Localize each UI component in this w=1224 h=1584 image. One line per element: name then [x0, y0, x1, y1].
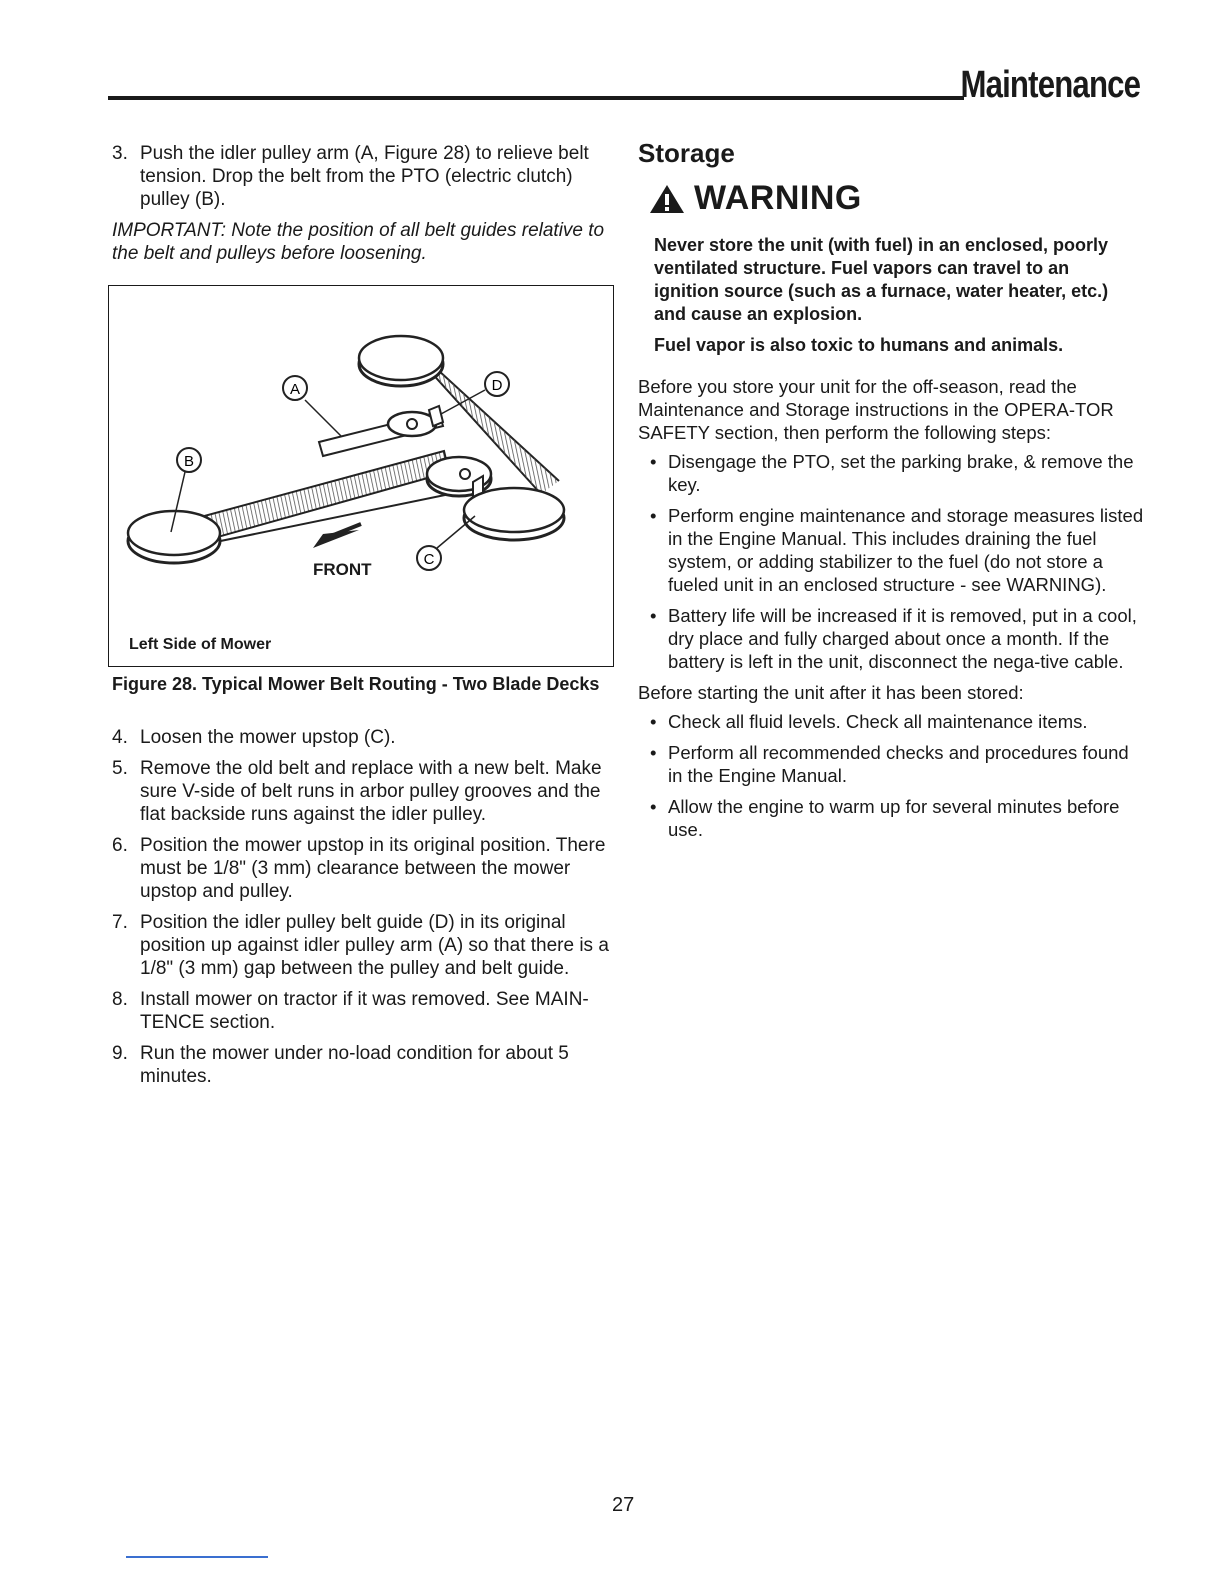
step-number: 7. [112, 912, 128, 933]
step-text: Run the mower under no-load condition for about 5 minutes. [140, 1043, 569, 1087]
left-column [112, 142, 612, 1096]
step-number: 4. [112, 727, 128, 748]
list-item: • Battery life will be increased if it is removed, put in a cool, dry place and fully charged about once a month. If the battery is left in the unit, disconnect the nega-tive cable. [650, 605, 1137, 672]
step-7 [112, 911, 612, 980]
header-rule [108, 96, 964, 100]
warning-label: WARNING [694, 179, 862, 217]
callout-c-label: C [423, 551, 435, 568]
step-3 [112, 142, 612, 211]
step-number: 5. [112, 758, 128, 779]
list-item: • Allow the engine to warm up for several minutes before use. [650, 796, 1120, 840]
list-item: • Check all fluid levels. Check all maintenance items. [650, 711, 1088, 732]
list-item: • Perform engine maintenance and storage measures listed in the Engine Manual. This includes draining the fuel system, or adding stabilizer to the fuel (do not store a fueled unit in an enclosed structure - see WARNING). [650, 505, 1144, 595]
step-text: Position the idler pulley belt guide (D) in its original position up against idler pulley arm (A) so that there is a 1/8" (3 mm) gap between the pulley and belt guide. [140, 912, 609, 979]
callout-b-label: B [183, 453, 195, 470]
step-text: Remove the old belt and replace with a new belt. Make sure V-side of belt runs in arbor pulley grooves and the flat backside runs against the idler pulley. [140, 758, 602, 825]
step-number: 9. [112, 1043, 128, 1064]
footer-rule [126, 1556, 268, 1558]
storage-heading: Storage [638, 138, 735, 168]
step-6 [112, 834, 612, 903]
step-4 [112, 726, 612, 749]
step-5 [112, 757, 612, 826]
figure-28 [108, 285, 614, 667]
right-column [638, 138, 1148, 849]
callout-a-label: A [289, 381, 301, 398]
step-9 [112, 1042, 612, 1088]
front-label: FRONT [313, 560, 372, 579]
storage-intro: Before you store your unit for the off-season, read the Maintenance and Storage instructions in the OPERA-TOR SAFETY section, then perform the following steps: [638, 376, 1114, 443]
step-8 [112, 988, 612, 1034]
page-number: 27 [612, 1494, 635, 1516]
step-number: 3. [112, 143, 128, 164]
list-item: • Perform all recommended checks and procedures found in the Engine Manual. [650, 742, 1129, 786]
step-text: Push the idler pulley arm (A, Figure 28) to relieve belt tension. Drop the belt from the PTO (electric clutch) pulley (B). [140, 143, 589, 210]
important-note: IMPORTANT: Note the position of all belt guides relative to the belt and pulleys before loosening. [112, 220, 605, 264]
warning-header [648, 179, 1148, 218]
step-text: Position the mower upstop in its original position. There must be 1/8" (3 mm) clearance between the mower upstop and pulley. [140, 835, 606, 902]
belt-routing-diagram [109, 286, 613, 666]
step-number: 6. [112, 835, 128, 856]
before-start-text: Before starting the unit after it has been stored: [638, 682, 1024, 703]
warning-triangle-icon [648, 183, 686, 215]
figure-side-label: Left Side of Mower [129, 636, 272, 653]
step-number: 8. [112, 989, 128, 1010]
callout-d-label: D [491, 377, 503, 394]
warning-toxic-text: Fuel vapor is also toxic to humans and animals. [654, 335, 1064, 355]
step-text: Loosen the mower upstop (C). [140, 727, 396, 748]
step-text: Install mower on tractor if it was removed. See MAIN-TENCE section. [140, 989, 589, 1033]
section-title: Maintenance [960, 64, 1140, 106]
list-item: • Disengage the PTO, set the parking brake, & remove the key. [650, 451, 1134, 495]
figure-caption: Figure 28. Typical Mower Belt Routing - Two Blade Decks [112, 674, 600, 694]
warning-text: Never store the unit (with fuel) in an enclosed, poorly ventilated structure. Fuel vapors can travel to an ignition source (such as a furnace, water heater, etc.) and cause an explosion. [654, 235, 1109, 324]
